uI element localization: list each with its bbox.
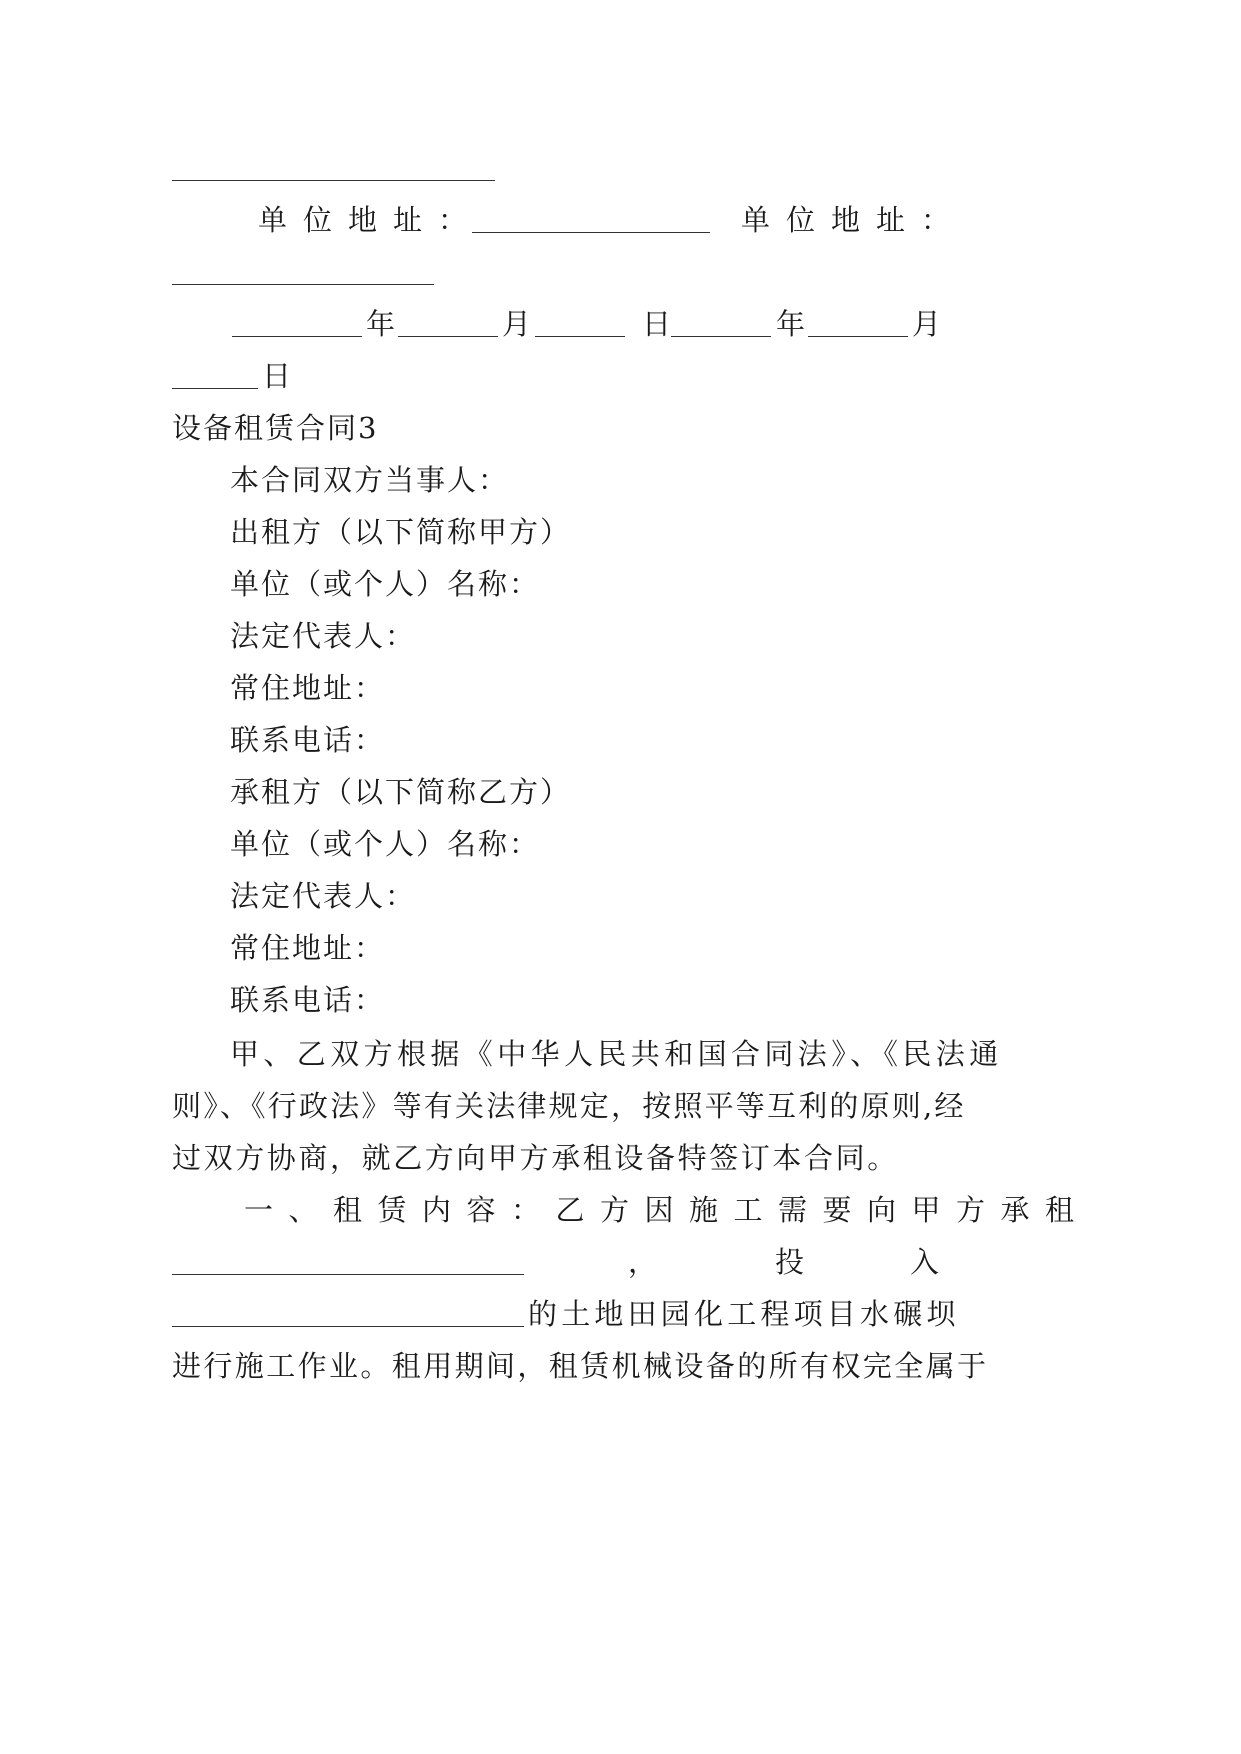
blank-line xyxy=(172,1274,524,1275)
year-label: 年 xyxy=(366,307,398,341)
blank-line xyxy=(808,336,908,337)
day-label-2: 日 xyxy=(262,359,294,393)
preamble-line-2: 则》、《行政法》等有关法律规定，按照平等互利的原则,经 xyxy=(172,1089,966,1123)
lessee-rep-field: 法定代表人： xyxy=(230,879,417,913)
lessee-phone-field: 联系电话： xyxy=(230,983,386,1017)
address-label-a: 单位地址： xyxy=(258,203,484,237)
clause1-line-1: 一、租赁内容：乙方因施工需要向甲方承租 xyxy=(244,1193,1090,1227)
blank-line xyxy=(172,180,495,181)
blank-line xyxy=(172,388,258,389)
day-label: 日 xyxy=(642,307,674,341)
lessor-rep-field: 法定代表人： xyxy=(230,619,417,653)
month-label: 月 xyxy=(502,307,534,341)
year-label-2: 年 xyxy=(776,307,808,341)
contract-title: 设备租赁合同3 xyxy=(172,411,379,445)
lessor-heading: 出租方（以下简称甲方） xyxy=(230,515,572,549)
clause1-line-3-tail: 的土地田园化工程项目水碾坝 xyxy=(528,1297,960,1331)
blank-line xyxy=(398,336,498,337)
clause1-line-4: 进行施工作业。租用期间，租赁机械设备的所有权完全属于 xyxy=(172,1349,989,1383)
clause1-comma: ， xyxy=(628,1245,660,1279)
blank-line xyxy=(671,336,771,337)
lessee-address-field: 常住地址： xyxy=(230,931,386,965)
lessee-heading: 承租方（以下简称乙方） xyxy=(230,775,572,809)
lessor-address-field: 常住地址： xyxy=(230,671,386,705)
preamble-line-1: 甲、乙双方根据《中华人民共和国合同法》、《民法通 xyxy=(230,1037,1003,1071)
blank-line xyxy=(472,232,710,233)
lessee-name-field: 单位（或个人）名称： xyxy=(230,827,541,861)
blank-line xyxy=(232,336,362,337)
blank-line xyxy=(172,284,434,285)
blank-line xyxy=(172,1326,524,1327)
clause1-word-tou: 投 xyxy=(775,1245,807,1279)
lessor-phone-field: 联系电话： xyxy=(230,723,386,757)
address-label-b: 单位地址： xyxy=(741,203,967,237)
parties-heading: 本合同双方当事人： xyxy=(230,463,510,497)
month-label-2: 月 xyxy=(912,307,944,341)
preamble-line-3: 过双方协商，就乙方向甲方承租设备特签订本合同。 xyxy=(172,1141,899,1175)
blank-line xyxy=(535,336,625,337)
lessor-name-field: 单位（或个人）名称： xyxy=(230,567,541,601)
clause1-word-ru: 入 xyxy=(910,1245,942,1279)
